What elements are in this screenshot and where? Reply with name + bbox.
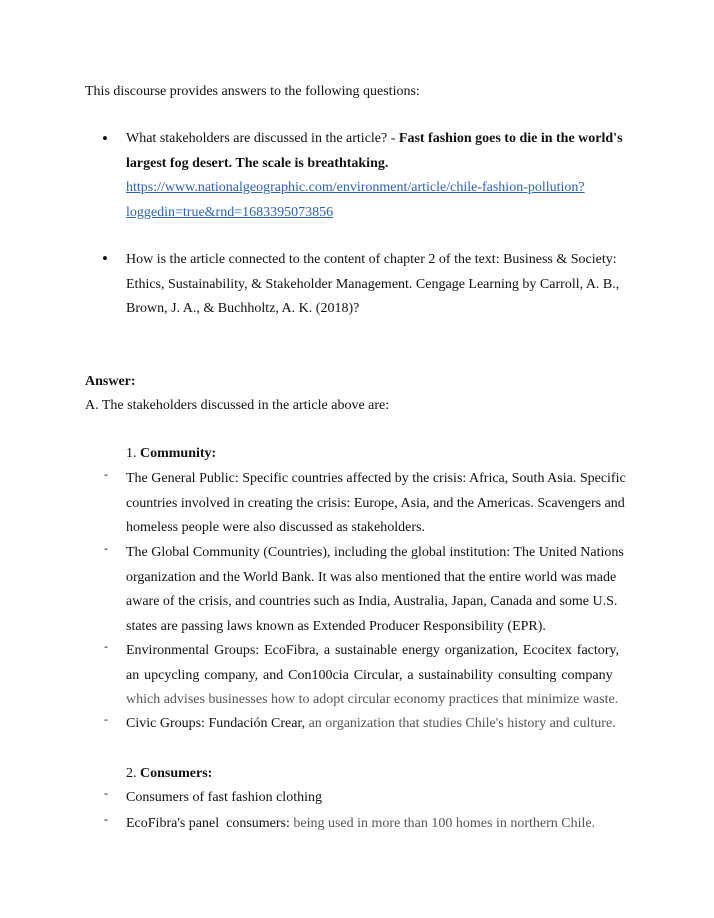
question-2-line-2: Ethics, Sustainability, & Stakeholder Management. Cengage Learning by Carroll, A. B., [126, 276, 620, 292]
dash-bullet: - [104, 812, 108, 826]
stakeholder-civic-groups: Civic Groups: Fundación Crear, an organization that studies Chile's history and culture. [126, 716, 616, 731]
dash-bullet: - [104, 541, 108, 555]
dash-bullet: - [104, 467, 108, 481]
stakeholder-ecofibra-consumers: EcoFibra's panel consumers: being used in more than 100 homes in northern Chile. [126, 816, 596, 831]
bullet-icon: • [102, 249, 108, 268]
section-heading-consumers: 2. Consumers: [126, 766, 213, 781]
stakeholder-global-community: The Global Community (Countries), including the global institution: The United Nations organization and the World Bank. It was also mentioned that the entire world was made aware of the crisis, and countries such as India, Australia, Japan, Canada and some U.S. states are passing laws known as Extended Producer Responsibility (EPR). [126, 545, 624, 634]
intro-text: This discourse provides answers to the following questions: [85, 84, 420, 99]
article-url-line-1[interactable]: https://www.nationalgeographic.com/environment/article/chile-fashion-pollution? [126, 180, 585, 195]
question-2-line-1: How is the article connected to the content of chapter 2 of the text: Business & Society: [126, 252, 617, 267]
answer-intro: A. The stakeholders discussed in the article above are: [85, 398, 390, 413]
article-title-continued: largest fog desert. The scale is breathtaking. [126, 155, 389, 171]
question-2 [126, 248, 636, 322]
stakeholder-general-public: The General Public: Specific countries affected by the crisis: Africa, South Asia. Specific countries involved in creating the crisis: Europe, Asia, and the Americas. Scavengers and homeless people were also discussed as stakeholders. [126, 471, 626, 535]
bullet-icon: • [102, 129, 108, 148]
question-2-line-3: Brown, J. A., & Buchholtz, A. K. (2018)? [126, 301, 360, 316]
question-1 [126, 127, 636, 225]
answer-heading: Answer: [85, 374, 136, 389]
article-title: Fast fashion goes to die in the world's [398, 131, 623, 146]
stakeholder-fast-fashion-consumers: Consumers of fast fashion clothing [126, 790, 322, 805]
section-heading-community: 1. Community: [126, 446, 217, 461]
dash-bullet: - [104, 639, 108, 653]
question-1-line-1: What stakeholders are discussed in the article? - Fast fashion goes to die in the world's [126, 131, 623, 146]
dash-bullet: - [104, 786, 108, 800]
article-url-line-2[interactable]: loggedin=true&rnd=1683395073856 [126, 204, 334, 220]
article-link[interactable] [126, 176, 636, 225]
question-1-line-2 [126, 152, 636, 177]
dash-bullet: - [104, 712, 108, 726]
stakeholder-environmental-groups: Environmental Groups: EcoFibra, a sustainable energy organization, Ecocitex factory, an upcycling company, and Con100cia Circular, a sustainability consulting company which advises businesses how to adopt circular economy practices that minimize waste. [126, 643, 620, 707]
